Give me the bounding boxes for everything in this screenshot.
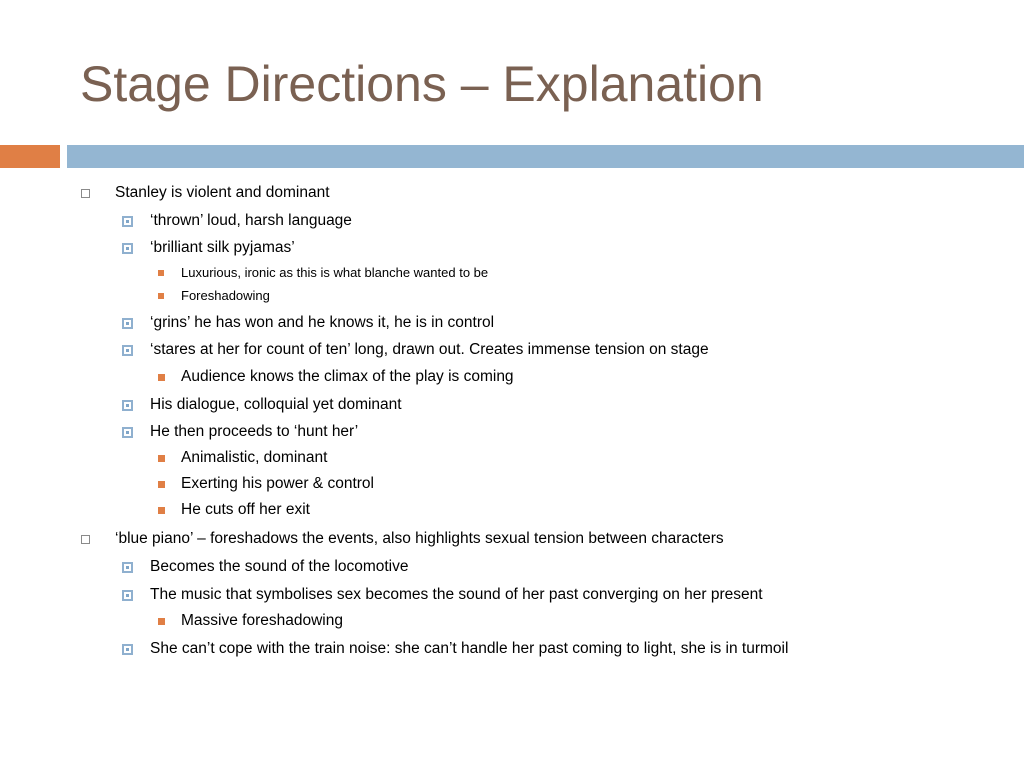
bullet-level-2 — [150, 557, 408, 577]
bullet-level-2 — [150, 639, 788, 659]
framed-square-bullet-icon — [122, 427, 133, 438]
bullet-text: Foreshadowing — [181, 288, 270, 303]
bullet-text: His dialogue, colloquial yet dominant — [150, 396, 402, 413]
bullet-text: Massive foreshadowing — [181, 612, 343, 629]
bullet-level-2 — [150, 340, 709, 360]
bullet-level-2 — [150, 211, 352, 231]
bullet-level-3 — [181, 264, 488, 282]
framed-square-bullet-icon — [122, 644, 133, 655]
orange-square-bullet-icon — [158, 374, 165, 381]
bullet-level-1 — [115, 529, 724, 549]
framed-square-bullet-icon — [122, 345, 133, 356]
bullet-text: She can’t cope with the train noise: she can’t handle her past coming to light, she is in turmoil — [150, 640, 789, 657]
bullet-level-1 — [115, 183, 330, 203]
hollow-square-bullet-icon — [81, 535, 90, 544]
bullet-text: ‘thrown’ loud, harsh language — [150, 212, 352, 229]
bullet-level-3 — [181, 611, 343, 631]
bullet-level-3 — [181, 287, 270, 305]
bullet-level-3 — [181, 448, 327, 468]
bullet-level-2 — [150, 238, 295, 258]
bullet-level-3 — [181, 367, 514, 387]
bullet-level-2 — [150, 422, 358, 442]
bullet-text: ‘grins’ he has won and he knows it, he is in control — [150, 314, 495, 331]
bullet-text: Luxurious, ironic as this is what blanche wanted to be — [181, 265, 489, 280]
orange-square-bullet-icon — [158, 293, 164, 299]
framed-square-bullet-icon — [122, 590, 133, 601]
bullet-text: Audience knows the climax of the play is coming — [181, 368, 514, 385]
bullet-level-2 — [150, 395, 402, 415]
framed-square-bullet-icon — [122, 243, 133, 254]
orange-square-bullet-icon — [158, 455, 165, 462]
bullet-text: ‘brilliant silk pyjamas’ — [150, 239, 295, 256]
bullet-text: The music that symbolises sex becomes the sound of her past converging on her present — [150, 586, 763, 603]
bullet-level-2 — [150, 313, 494, 333]
bullet-text: Exerting his power & control — [181, 475, 374, 492]
slide-title: Stage Directions – Explanation — [80, 56, 764, 112]
bullet-level-3 — [181, 474, 374, 494]
orange-square-bullet-icon — [158, 270, 164, 276]
framed-square-bullet-icon — [122, 216, 133, 227]
orange-square-bullet-icon — [158, 618, 165, 625]
bullet-text: Becomes the sound of the locomotive — [150, 558, 409, 575]
bullet-level-2 — [150, 585, 763, 605]
hollow-square-bullet-icon — [81, 189, 90, 198]
bullet-text: He then proceeds to ‘hunt her’ — [150, 423, 359, 440]
bullet-text: ‘stares at her for count of ten’ long, drawn out. Creates immense tension on stage — [150, 341, 709, 358]
orange-square-bullet-icon — [158, 507, 165, 514]
bullet-level-3 — [181, 500, 310, 520]
framed-square-bullet-icon — [122, 562, 133, 573]
bullet-text: He cuts off her exit — [181, 501, 310, 518]
bullet-text: ‘blue piano’ – foreshadows the events, also highlights sexual tension between characters — [115, 530, 724, 547]
framed-square-bullet-icon — [122, 318, 133, 329]
framed-square-bullet-icon — [122, 400, 133, 411]
bullet-text: Stanley is violent and dominant — [115, 184, 330, 201]
bullet-text: Animalistic, dominant — [181, 449, 328, 466]
orange-square-bullet-icon — [158, 481, 165, 488]
